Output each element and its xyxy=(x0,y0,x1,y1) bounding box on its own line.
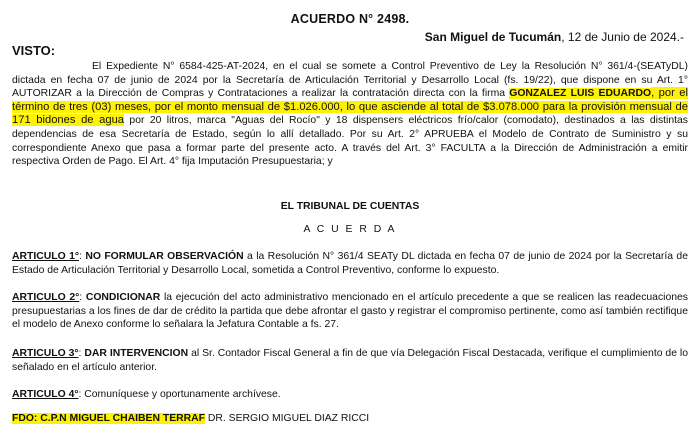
article-1: ARTICULO 1°: NO FORMULAR OBSERVACIÓN a la Resolución N° 361/4 SEATy DL dictada en fecha 07 de junio de 2024 por la Secretaría de Estado de Articulación Territorial y Desarrollo Local, sometida a Control Preventivo, conforme lo expuesto. xyxy=(12,251,688,276)
firm-highlight: GONZALEZ LUIS EDUARDO xyxy=(509,88,652,100)
article-1-text: a la Resolución N° 361/4 SEATy DL dictada en fecha 07 de junio de 2024 por la Secretaría de Estado de Articulación Territorial y Desarrollo Local, sometida a Control Preventivo, conforme lo expuesto. xyxy=(12,251,688,276)
article-3-label: ARTICULO 3° xyxy=(12,348,79,359)
article-2: ARTICULO 2°: CONDICIONAR la ejecución del acto administrativo mencionado en el artículo precedente a que se realicen las readecuaciones presupuestarias a los fines de dar de crédito la partida que debe afrontar el gasto y registrar el compromiso pertinente, como así también rectifique el modelo de Anexo conforme lo señalara la Jefatura Contable a fs. 27. xyxy=(12,292,689,331)
dateline-place: San Miguel de Tucumán xyxy=(424,30,562,44)
signature-fdo: FDO: C.P.N MIGUEL CHAIBEN TERRAF xyxy=(12,413,206,424)
visto-heading: VISTO: xyxy=(12,43,56,58)
article-2-label: ARTICULO 2° xyxy=(12,292,80,303)
signature-line xyxy=(12,413,369,424)
tribunal-name: EL TRIBUNAL DE CUENTAS xyxy=(280,201,420,212)
article-3-text: al Sr. Contador Fiscal General a fin de que vía Delegación Fiscal Destacada, verifique el cumplimiento de lo señalado en el artículo anterior. xyxy=(12,348,688,373)
visto-paragraph xyxy=(12,60,688,169)
visto-text-2: por 20 litros, marca "Aguas del Rocío" y 18 dispensers eléctricos frío/calor (comodato), destinados a las distintas dependencias de esa Secretaría de Estado, según lo allí detallado. Por su Art. 2° APRUEBA el Modelo de Contrato de Suministro y su correspondiente Anexo que pasa a formar parte del presente acto. A través del Art. 3° FACULTA a la Dirección de Administración a emitir respectiva Orden de Pago. El Art. 4° fija Imputación Presupuestaria; y xyxy=(12,115,688,168)
article-2-text: la ejecución del acto administrativo mencionado en el artículo precedente a que se realicen las readecuaciones presupuestarias a los fines de dar de crédito la partida que debe afrontar el gasto y registrar el compromiso pertinente, como así también rectifique el modelo de Anexo conforme lo señalara la Jefatura Contable a fs. 27. xyxy=(12,292,689,331)
article-4-text: Comuníquese y oportunamente archívese. xyxy=(81,389,281,400)
article-2-action: CONDICIONAR xyxy=(85,292,161,303)
signature-second: DR. SERGIO MIGUEL DIAZ RICCI xyxy=(205,413,370,424)
article-4-label: ARTICULO 4° xyxy=(12,389,79,400)
dateline-date: , 12 de Junio de 2024.- xyxy=(561,30,684,44)
article-3-action: DAR INTERVENCION xyxy=(84,348,189,359)
article-3: ARTICULO 3°: DAR INTERVENCION al Sr. Contador Fiscal General a fin de que vía Delegación Fiscal Destacada, verifique el cumplimiento de lo señalado en el artículo anterior. xyxy=(12,348,688,373)
document-title: ACUERDO N° 2498. xyxy=(290,12,410,26)
article-4: ARTICULO 4°: Comuníquese y oportunamente archívese. xyxy=(12,389,281,400)
visto-text-1: El Expediente N° 6584-425-AT-2024, en el cual se somete a Control Preventivo de Ley la Resolución N° 361/4-(SEATyDL) dictada en fecha 07 de junio de 2024 por la Secretaría de Articulación Territorial y Desarrollo Local (fs. 19/22), que dispone en su Art. 1° AUTORIZAR a la Dirección de Compras y Contrataciones a realizar la contratación directa con la firma xyxy=(12,61,688,100)
dateline xyxy=(425,30,684,44)
article-1-action: NO FORMULAR OBSERVACIÓN xyxy=(85,251,244,262)
amount-highlight: , por el término de tres (03) meses, por el monto mensual de $1.026.000, lo que asciende al total de $3.078.000 para la provisión mensual de 171 bidones de agua xyxy=(12,87,688,127)
article-1-label: ARTICULO 1° xyxy=(12,251,80,262)
acuerda-heading: A C U E R D A xyxy=(303,224,397,235)
